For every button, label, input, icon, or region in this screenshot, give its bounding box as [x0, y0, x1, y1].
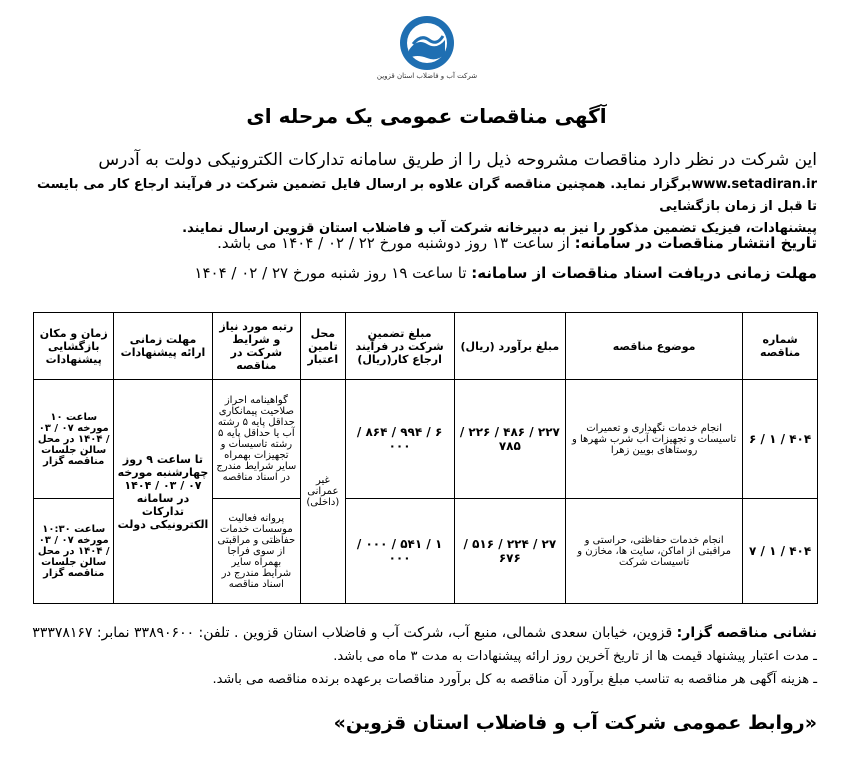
logo-caption: شرکت آب و فاضلاب استان قزوین [376, 72, 478, 80]
row-rank: گواهینامه احراز صلاحیت پیمانکاری حداقل پایه ۵ رشته آب یا حداقل پایه ۵ رشته تاسیسات و تجهیزات بهمراه سایر شرایط مندرج در اسناد مناقصه [212, 380, 301, 499]
header-number: شماره مناقصه [743, 313, 818, 380]
public-relations-signature: «روابط عمومی شرکت آب و فاضلاب استان قزوین» [333, 712, 817, 734]
row-subject: انجام خدمات حفاظتی، حراستی و مراقبتی از اماکن، سایت ها، مخازن و تاسیسات شرکت [566, 499, 743, 604]
intro-line-1: این شرکت در نظر دارد مناقصات مشروحه ذیل را از طریق سامانه تدارکات الکترونیکی دولت به آدرس [98, 150, 817, 170]
row-subject: انجام خدمات نگهداری و تعمیرات تاسیسات و تجهیزات آب شرب شهرها و روستاهای بویین زهرا [566, 380, 743, 499]
header-deadline: مهلت زمانی ارائه پیشنهادات [114, 313, 212, 380]
row-estimate: ۲۲۷ / ۴۸۶ / ۲۲۶ / ۷۸۵ [454, 380, 565, 499]
publish-date [27, 228, 817, 258]
page-title: آگهی مناقصات عمومی یک مرحله ای [246, 104, 607, 128]
row-rank: پروانه فعالیت موسسات خدمات حفاظتی و مراقبتی از سوی فراجا بهمراه سایر شرایط مندرج در اسناد مناقصه [212, 499, 301, 604]
note-validity: ـ مدت اعتبار پیشنهاد قیمت ها از تاریخ آخرین روز ارائه پیشنهادات به مدت ۳ ماه می باشد. [333, 649, 817, 664]
row-number: ۴۰۴ / ۱ / ۶ [743, 380, 818, 499]
row-opening: ساعت ۱۰:۳۰ مورخه ۰۷ / ۰۳ / ۱۴۰۴ در محل سالن جلسات مناقصه گزار [34, 499, 114, 604]
note-cost: ـ هزینه آگهی هر مناقصه به تناسب مبلغ برآورد آن مناقصه به کل برآورد مناقصات برعهده برنده مناقصه می باشد. [212, 672, 817, 687]
deadline-date [27, 258, 817, 288]
table-header-row [34, 313, 818, 380]
header-rank: رتبه مورد نیاز و شرایط شرکت در مناقصه [212, 313, 301, 380]
publish-value: از ساعت ۱۳ روز دوشنبه مورخ ۲۲ / ۰۲ / ۱۴۰۴ می باشد. [217, 234, 570, 252]
address-value: قزوین، خیابان سعدی شمالی، منبع آب، شرکت آب و فاضلاب استان قزوین . تلفن: ۳۳۸۹۰۶۰۰ نمابر: ۳۳۳۷۸۱۶۷ [32, 625, 673, 641]
footer-section [27, 622, 817, 691]
header-credit: محل تامین اعتبار [301, 313, 345, 380]
header-subject: موضوع مناقصه [566, 313, 743, 380]
row-estimate: ۲۷ / ۲۲۴ / ۵۱۶ / ۶۷۶ [454, 499, 565, 604]
address-label: نشانی مناقصه گزار: [676, 625, 817, 641]
header-opening: زمان و مکان بازگشایی پیشنهادات [34, 313, 114, 380]
deadline-label: مهلت زمانی دریافت اسناد مناقصات از سامانه: [471, 264, 817, 282]
dates-section [27, 228, 817, 288]
header-estimate: مبلغ برآورد (ریال) [454, 313, 565, 380]
deadline-value: تا ساعت ۱۹ روز شنبه مورخ ۲۷ / ۰۲ / ۱۴۰۴ [194, 264, 467, 282]
submission-deadline: تا ساعت ۹ روز چهارشنبه مورخه ۰۷ / ۰۳ / ۱۴۰۴ در سامانه تدارکات الکترونیکی دولت [114, 380, 212, 604]
address-line [27, 622, 817, 645]
row-guarantee: ۶ / ۹۹۴ / ۸۶۴ / ۰۰۰ [345, 380, 454, 499]
intro-line-3: پیشنهادات، فیزیک تضمین مذکور را نیز به دبیرخانه شرکت آب و فاضلاب استان قزوین ارسال نمایند. [182, 221, 817, 236]
tenders-table [33, 312, 818, 604]
table-row [34, 380, 818, 499]
row-number: ۴۰۴ / ۱ / ۷ [743, 499, 818, 604]
intro-paragraph [37, 146, 817, 240]
row-opening: ساعت ۱۰ مورخه ۰۷ / ۰۳ / ۱۴۰۴ در محل سالن جلسات مناقصه گزار [34, 380, 114, 499]
publish-label: تاریخ انتشار مناقصات در سامانه: [574, 234, 817, 252]
credit-source: غیر عمرانی (داخلی) [301, 380, 345, 604]
header-guarantee: مبلغ تضمین شرکت در فرآیند ارجاع کار(ریال) [345, 313, 454, 380]
company-logo-icon [397, 14, 457, 72]
row-guarantee: ۱ / ۵۴۱ / ۰۰۰ / ۰۰۰ [345, 499, 454, 604]
intro-line-2: www.setadiran.irبرگزار نماید. همچنین مناقصه گران علاوه بر ارسال فایل تضمین شرکت در فرآیند ارجاع کار می بایست تا قبل از زمان بازگشایی [37, 177, 817, 214]
